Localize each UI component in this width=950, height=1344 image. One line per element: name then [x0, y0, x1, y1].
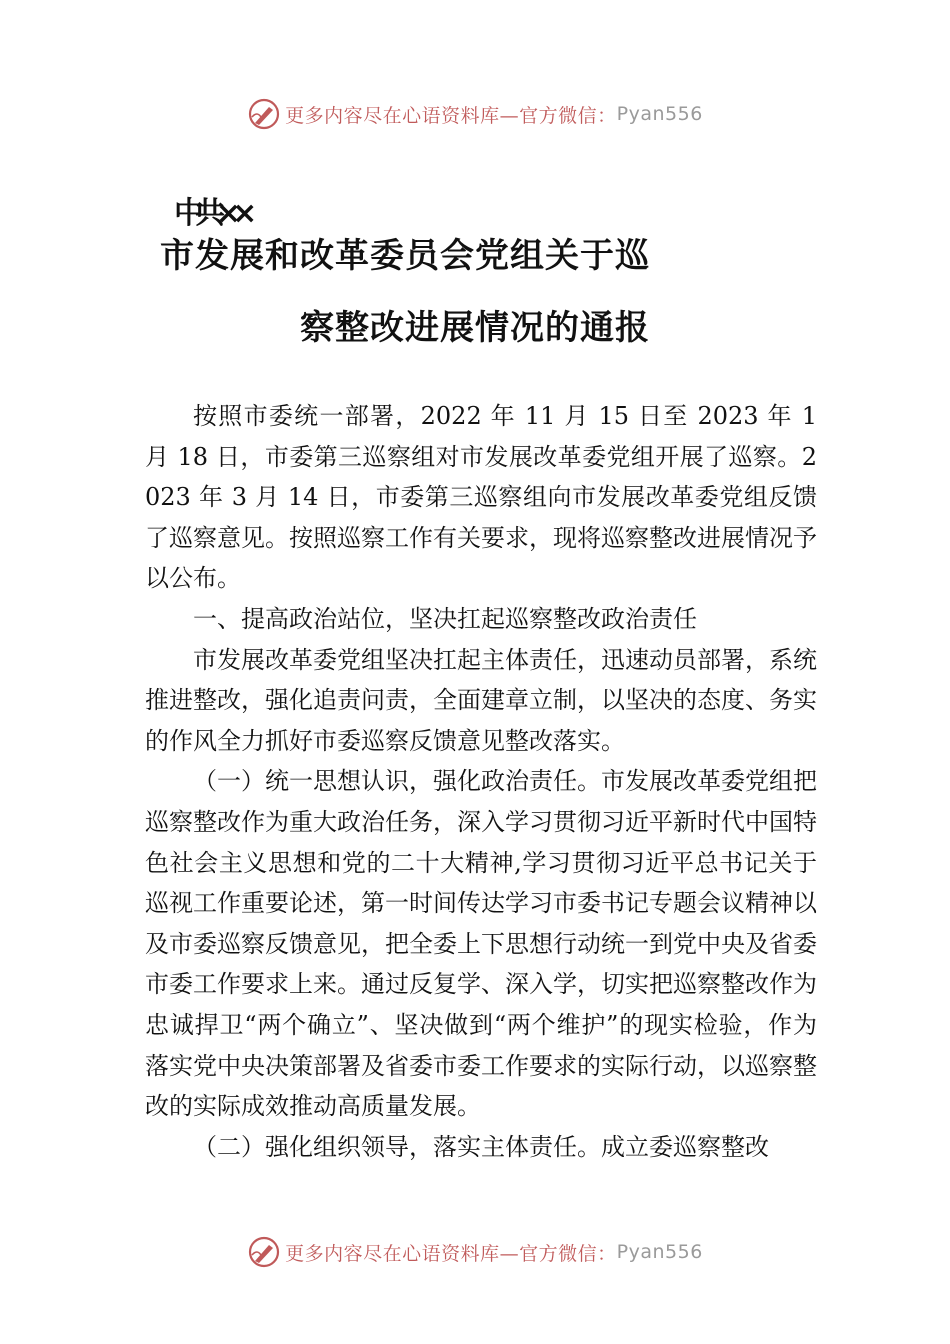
pen-logo-icon — [247, 1235, 281, 1269]
watermark-header — [0, 92, 950, 136]
garbled-header: 中共×× — [174, 196, 249, 231]
paragraph-subsection-2: （二）强化组织领导，落实主体责任。成立委巡察整改 — [193, 1132, 769, 1161]
paragraph-intro: 按照市委统一部署，2022 年 11 月 15 日至 2023 年 1 月 18 日，市委第三巡察组对市发展改革委党组开展了巡察。2023 年 3 月 14 日，市委第三巡察组向市发展改革委党组反馈了巡察意见。按照巡察工作有关要求，现将巡察整改进展情况予以公布。 — [145, 402, 817, 593]
paragraph-section-1-summary: 市发展改革委党组坚决扛起主体责任，迅速动员部署，系统推进整改，强化追责问责，全面建章立制，以坚决的态度、务实的作风全力抓好市委巡察反馈意见整改落实。 — [145, 645, 817, 755]
document-title-line-2: 察整改进展情况的通报 — [300, 308, 650, 348]
section-heading-1: 一、提高政治站位，坚决扛起巡察整改政治责任 — [193, 604, 697, 633]
pen-logo-icon — [247, 97, 281, 131]
watermark-text: 更多内容尽在心语资料库—官方微信： — [285, 1242, 617, 1265]
document-title-line-1: 市发展和改革委员会党组关于巡 — [160, 236, 650, 276]
watermark-footer — [0, 1230, 950, 1274]
watermark-wechat-id: Pyan556 — [616, 1241, 703, 1263]
document-body — [145, 396, 817, 1167]
watermark-text: 更多内容尽在心语资料库—官方微信： — [285, 104, 617, 127]
watermark-wechat-id: Pyan556 — [616, 103, 703, 125]
paragraph-subsection-1: （一）统一思想认识，强化政治责任。市发展改革委党组把巡察整改作为重大政治任务，深入学习贯彻习近平新时代中国特色社会主义思想和党的二十大精神,学习贯彻习近平总书记关于巡视工作重要论述，第一时间传达学习市委书记专题会议精神以及市委巡察反馈意见，把全委上下思想行动统一到党中央及省委市委工作要求上来。通过反复学、深入学，切实把巡察整改作为忠诚捍卫“两个确立”、坚决做到“两个维护”的现实检验，作为落实党中央决策部署及省委市委工作要求的实际行动，以巡察整改的实际成效推动高质量发展。 — [145, 767, 817, 1121]
